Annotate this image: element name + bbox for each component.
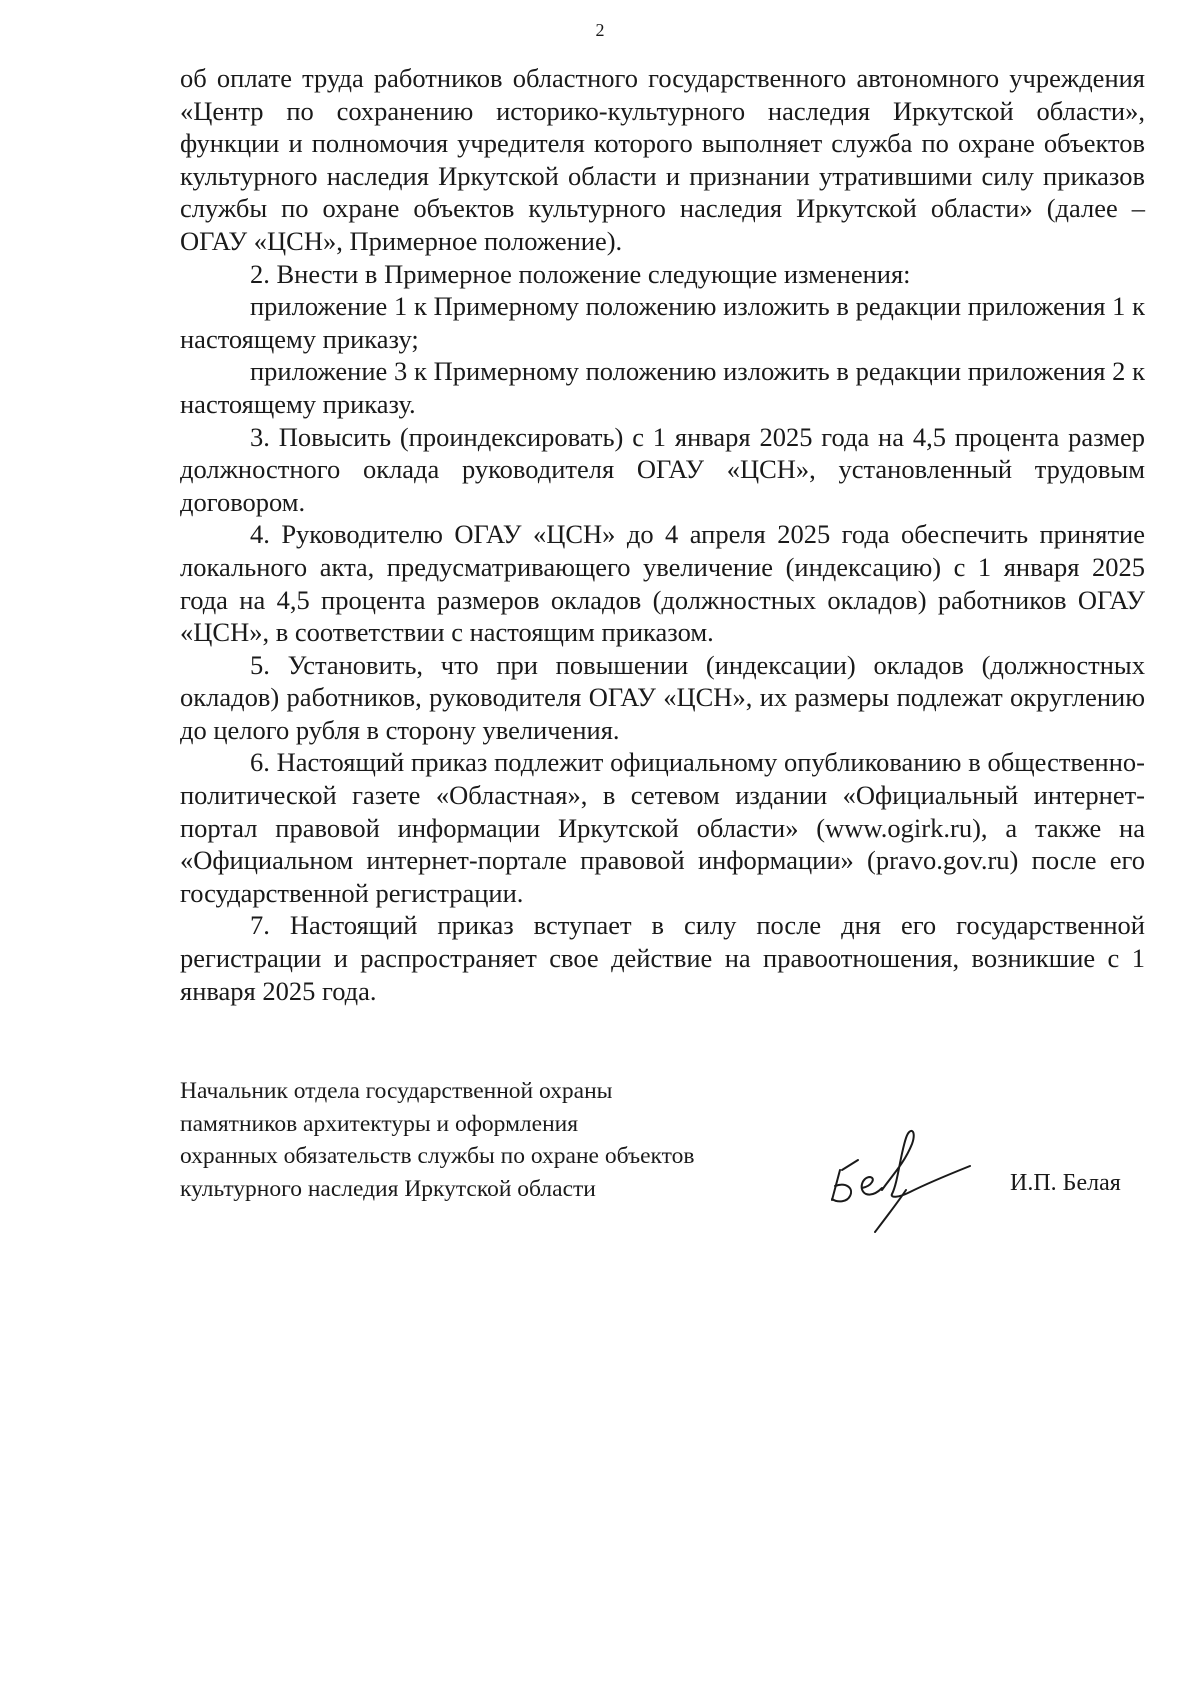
signer-position-line: культурного наследия Иркутской области — [180, 1175, 596, 1202]
document-body — [180, 62, 1145, 1007]
paragraph-2: 2. Внести в Примерное положение следующие изменения: — [250, 258, 911, 289]
signer-position — [180, 1075, 700, 1205]
signer-position-line: Начальник отдела государственной охраны — [180, 1078, 613, 1104]
paragraph-6: 6. Настоящий приказ подлежит официальному опубликованию в общественно-политической газете «Областная», в сетевом издании «Официальный интернет-портал правовой информации Иркутской области» (www.ogirk.ru), а также на «Официальном интернет-портале правовой информации» (pravo.gov.ru) после его государственной регистрации. — [180, 747, 1145, 908]
paragraph-2-item-1: приложение 1 к Примерному положению изложить в редакции приложения 1 к настоящему приказу; — [180, 291, 1145, 354]
page-number: 2 — [595, 20, 605, 40]
paragraph-2-item-2: приложение 3 к Примерному положению изложить в редакции приложения 2 к настоящему приказу. — [180, 356, 1145, 419]
signer-position-line: памятников архитектуры и оформления — [180, 1110, 579, 1137]
paragraph-3: 3. Повысить (проиндексировать) с 1 января 2025 года на 4,5 процента размер должностного оклада руководителя ОГАУ «ЦСН», установленный трудовым договором. — [180, 421, 1145, 517]
paragraph-7: 7. Настоящий приказ вступает в силу после дня его государственной регистрации и распространяет свое действие на правоотношения, возникшие с 1 января 2025 года. — [180, 910, 1145, 1006]
handwritten-signature — [820, 1120, 1010, 1240]
paragraph-5: 5. Установить, что при повышении (индексации) окладов (должностных окладов) работников, руководителя ОГАУ «ЦСН», их размеры подлежат округлению до целого рубля в сторону увеличения. — [180, 649, 1145, 745]
paragraph-4: 4. Руководителю ОГАУ «ЦСН» до 4 апреля 2025 года обеспечить принятие локального акта, предусматривающего увеличение (индексацию) с 1 января 2025 года на 4,5 процента размеров окладов (должностных окладов) работников ОГАУ «ЦСН», в соответствии с настоящим приказом. — [180, 519, 1145, 648]
signer-name: И.П. Белая — [1010, 1170, 1121, 1196]
signer-position-line: охранных обязательств службы по охране объектов — [180, 1143, 695, 1169]
paragraph-1-continuation: об оплате труда работников областного государственного автономного учреждения «Центр по сохранению историко-культурного наследия Иркутской области», функции и полномочия учредителя которого выполняет служба по охране объектов культурного наследия Иркутской области и признании утратившими силу приказов службы по охране объектов культурного наследия Иркутской области» (далее – ОГАУ «ЦСН», Примерное положение). — [180, 63, 1145, 256]
